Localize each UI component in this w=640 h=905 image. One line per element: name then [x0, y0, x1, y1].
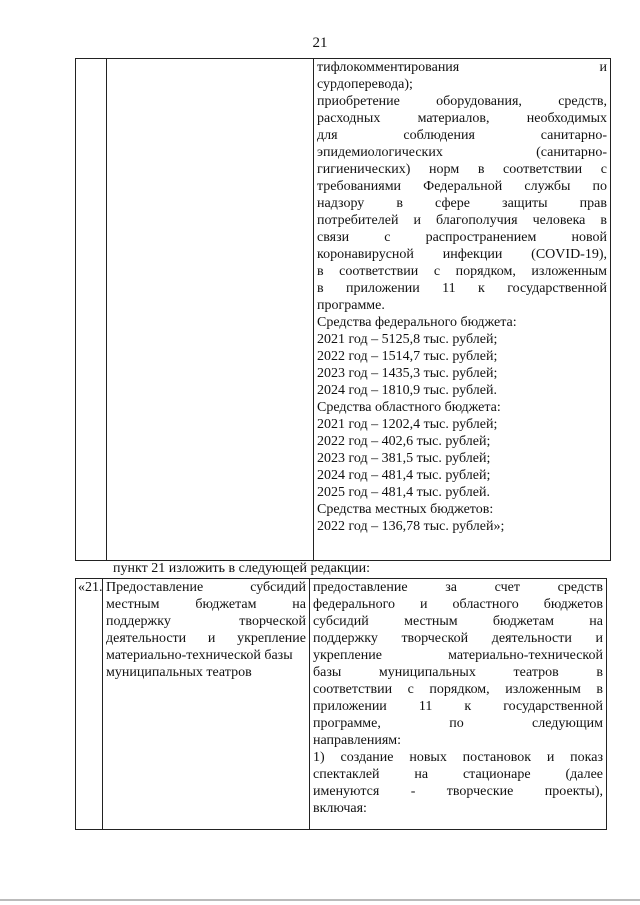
text-line: соответствии с порядком, изложенным в	[313, 682, 603, 697]
text-line: 2022 год – 136,78 тыс. рублей»;	[317, 519, 505, 534]
amendment-instruction: пункт 21 изложить в следующей редакции:	[113, 561, 370, 576]
text-line: программе.	[317, 298, 385, 313]
text-line: Средства местных бюджетов:	[317, 502, 494, 517]
text-line: именуются - творческие проекты),	[313, 784, 603, 799]
description-text	[313, 579, 603, 817]
text-line: Предоставление субсидий	[106, 580, 306, 595]
text-line: 1) создание новых постановок и показ	[313, 750, 603, 765]
text-line: для соблюдения санитарно-	[317, 128, 607, 143]
text-line: надзору в сфере защиты прав	[317, 196, 607, 211]
row-number-cell	[76, 59, 107, 561]
text-line: 2022 год – 402,6 тыс. рублей;	[317, 434, 491, 449]
text-line: коронавирусной инфекции (COVID-19),	[317, 247, 607, 262]
text-line: федерального и областного бюджетов	[313, 597, 603, 612]
text-line: материально-технической базы	[106, 648, 293, 663]
text-line: 2024 год – 1810,9 тыс. рублей.	[317, 383, 497, 398]
text-line: связи с распространением новой	[317, 230, 607, 245]
text-line: потребителей и благополучия человека в	[317, 213, 607, 228]
program-table-new-item	[75, 578, 607, 830]
table-row	[76, 579, 607, 830]
event-description-cell	[310, 579, 607, 830]
text-line: программе, по следующим	[313, 716, 603, 731]
text-line: Средства федерального бюджета:	[317, 315, 517, 330]
page-number: 21	[312, 35, 328, 51]
text-line: гигиенических) норм в соответствии с	[317, 162, 607, 177]
text-line: направлениям:	[313, 733, 402, 748]
text-line: расходных материалов, необходимых	[317, 111, 607, 126]
text-line: 2022 год – 1514,7 тыс. рублей;	[317, 349, 498, 364]
text-line: 2021 год – 5125,8 тыс. рублей;	[317, 332, 498, 347]
event-name-cell	[103, 579, 310, 830]
event-description-cell	[314, 59, 611, 561]
program-table-continuation	[75, 58, 611, 561]
text-line: поддержку творческой деятельности и	[313, 631, 603, 646]
text-line: базы муниципальных театров в	[313, 665, 603, 680]
text-line: муниципальных театров	[106, 665, 252, 680]
page-bottom-edge	[0, 899, 640, 901]
text-line: в приложении 11 к государственной	[317, 281, 607, 296]
table-row	[76, 59, 611, 561]
text-line: 2024 год – 481,4 тыс. рублей;	[317, 468, 491, 483]
text-line: в соответствии с порядком, изложенным	[317, 264, 607, 279]
text-line: тифлокомментирования и	[317, 60, 607, 75]
text-line: предоставление за счет средств	[313, 580, 603, 595]
text-line: укрепление материально-технической	[313, 648, 603, 663]
text-line: субсидий местным бюджетам на	[313, 614, 603, 629]
text-line: 2025 год – 481,4 тыс. рублей.	[317, 485, 490, 500]
text-line: 2021 год – 1202,4 тыс. рублей;	[317, 417, 498, 432]
text-line: спектаклей на стационаре (далее	[313, 767, 603, 782]
item-number-cell: «21.	[76, 579, 103, 830]
text-line: деятельности и укрепление	[106, 631, 306, 646]
text-line: Средства областного бюджета:	[317, 400, 501, 415]
text-line: приложении 11 к государственной	[313, 699, 603, 714]
text-line: 2023 год – 1435,3 тыс. рублей;	[317, 366, 498, 381]
text-line: требованиями Федеральной службы по	[317, 179, 607, 194]
text-line: поддержку творческой	[106, 614, 306, 629]
text-line: эпидемиологических (санитарно-	[317, 145, 607, 160]
text-line: включая:	[313, 801, 367, 816]
description-text	[317, 59, 607, 535]
text-line: местным бюджетам на	[106, 597, 306, 612]
text-line: сурдоперевода);	[317, 77, 413, 92]
event-name-text	[106, 579, 306, 681]
text-line: 2023 год – 381,5 тыс. рублей;	[317, 451, 491, 466]
text-line: приобретение оборудования, средств,	[317, 94, 607, 109]
event-name-cell	[107, 59, 314, 561]
